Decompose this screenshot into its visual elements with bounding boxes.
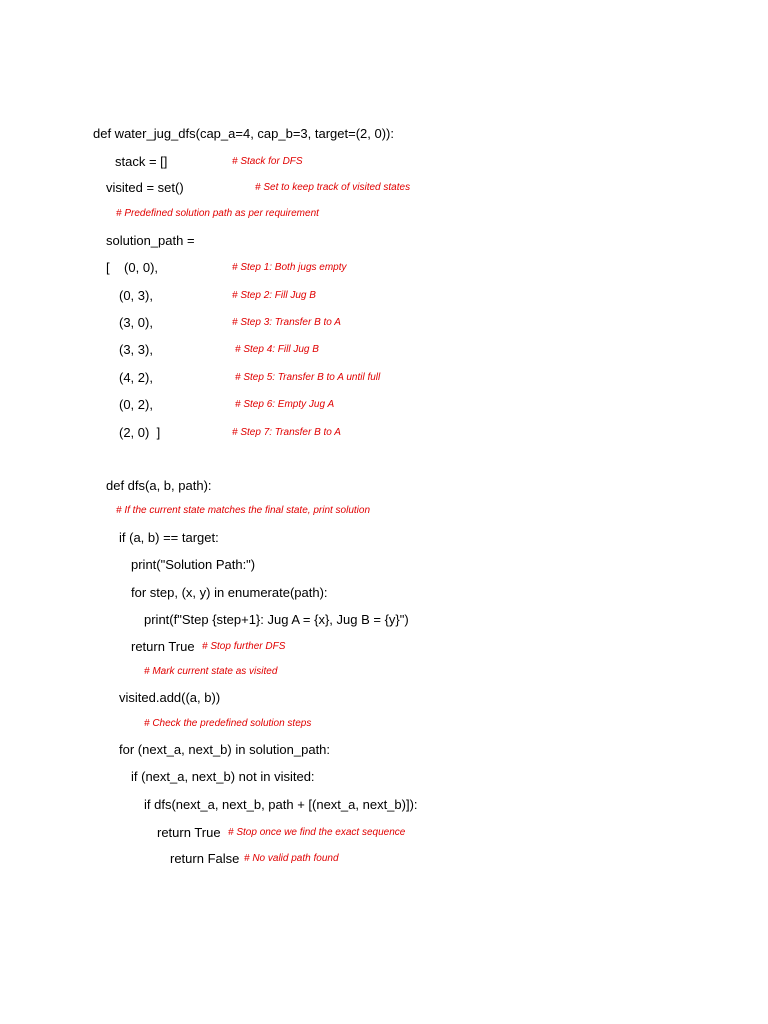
comment-step-2: # Step 2: Fill Jug B xyxy=(232,290,316,301)
code-line-path-4: (4, 2), xyxy=(119,370,153,385)
code-line-if-dfs: if dfs(next_a, next_b, path + [(next_a, next_b)]): xyxy=(144,797,418,812)
code-line-for-enumerate: for step, (x, y) in enumerate(path): xyxy=(131,585,328,600)
comment-no-valid-path: # No valid path found xyxy=(244,853,339,864)
code-line-for-solution-path: for (next_a, next_b) in solution_path: xyxy=(119,742,331,757)
code-line-return-true-1: return True xyxy=(131,639,195,654)
comment-step-3: # Step 3: Transfer B to A xyxy=(232,317,341,328)
code-line-path-3: (3, 3), xyxy=(119,342,153,357)
comment-visited-set: # Set to keep track of visited states xyxy=(255,182,411,193)
code-line-stack: stack = [] xyxy=(115,154,168,169)
code-line-print-step: print(f"Step {step+1}: Jug A = {x}, Jug B = {y}") xyxy=(144,612,409,627)
code-line-if-target: if (a, b) == target: xyxy=(119,530,219,545)
code-line-path-1: (0, 3), xyxy=(119,288,153,303)
comment-stack-for-dfs: # Stack for DFS xyxy=(232,156,303,167)
comment-final-state: # If the current state matches the final state, print solution xyxy=(116,505,371,516)
code-line-path-0: [ (0, 0), xyxy=(106,260,159,275)
comment-step-6: # Step 6: Empty Jug A xyxy=(235,399,335,410)
code-line-print-solution: print("Solution Path:") xyxy=(131,557,256,572)
code-line-def-dfs: def dfs(a, b, path): xyxy=(106,478,212,493)
comment-step-4: # Step 4: Fill Jug B xyxy=(235,344,319,355)
code-line-if-not-visited: if (next_a, next_b) not in visited: xyxy=(131,769,315,784)
code-line-path-5: (0, 2), xyxy=(119,397,153,412)
comment-mark-visited: # Mark current state as visited xyxy=(144,666,278,677)
comment-step-1: # Step 1: Both jugs empty xyxy=(232,262,347,273)
code-line-path-2: (3, 0), xyxy=(119,315,153,330)
code-line-def-water-jug: def water_jug_dfs(cap_a=4, cap_b=3, target=(2, 0)): xyxy=(93,126,394,141)
comment-check-steps: # Check the predefined solution steps xyxy=(144,718,312,729)
code-line-visited: visited = set() xyxy=(106,180,184,195)
code-line-return-true-2: return True xyxy=(157,825,221,840)
comment-step-5: # Step 5: Transfer B to A until full xyxy=(235,372,381,383)
code-line-visited-add: visited.add((a, b)) xyxy=(119,690,221,705)
code-line-return-false: return False xyxy=(170,851,240,866)
code-line-path-6: (2, 0) ] xyxy=(119,425,161,440)
code-line-solution-path: solution_path = xyxy=(106,233,195,248)
comment-step-7: # Step 7: Transfer B to A xyxy=(232,427,341,438)
comment-predefined-path: # Predefined solution path as per requirement xyxy=(116,208,319,219)
comment-stop-further-dfs: # Stop further DFS xyxy=(202,641,286,652)
comment-stop-once: # Stop once we find the exact sequence xyxy=(228,827,406,838)
